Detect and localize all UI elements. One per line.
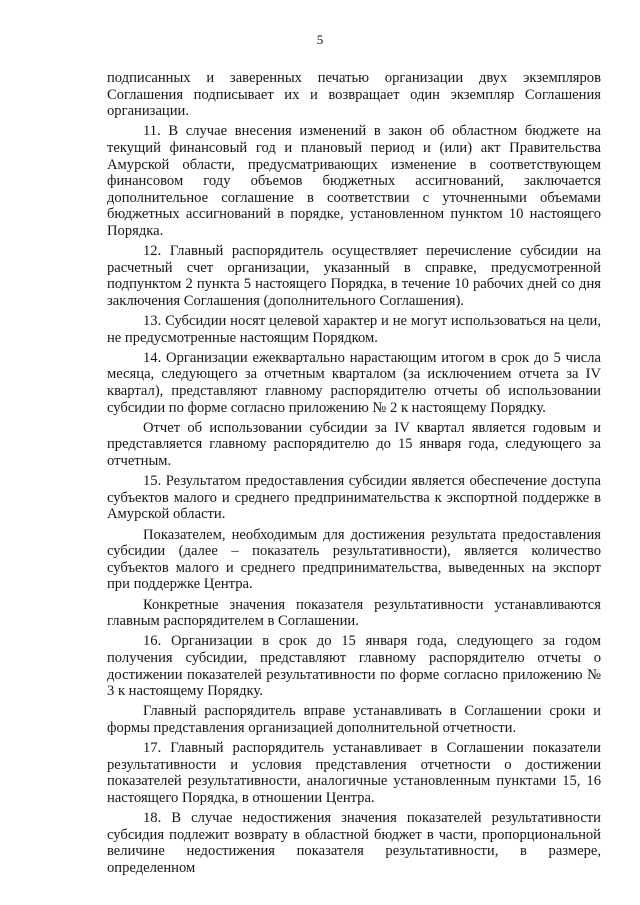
paragraph-12: 12. Главный распорядитель осуществляет перечисление субсидии на расчетный счет организации, указанный в справке, предусмотренной подпунктом 2 пункта 5 настоящего Порядка, в течение 10 рабочих дней со дня заключения Соглашения (дополнительного Соглашения). <box>107 243 601 309</box>
paragraph-14-report: Отчет об использовании субсидии за IV квартал является годовым и представляется главному распорядителю до 15 января года, следующего за отчетным. <box>107 419 601 470</box>
paragraph-14: 14. Организации ежеквартально нарастающим итогом в срок до 5 числа месяца, следующего за отчетным кварталом (за исключением отчета за IV квартал), представляют главному распорядителю отчеты об использовании субсидии по форме согласно приложению № 2 к настоящему Порядку. <box>107 349 601 416</box>
paragraph-17: 17. Главный распорядитель устанавливает в Соглашении показатели результативности и условия представления отчетности о достижении показателей результативности, аналогичные установленным пунктами 15, 16 настоящего Порядка, в отношении Центра. <box>107 740 601 806</box>
page-number: 5 <box>316 32 324 47</box>
paragraph-18: 18. В случае недостижения значения показателей результативности субсидия подлежит возврату в областной бюджет в части, пропорциональной величине недостижения показателя результативности, в размере, определенном <box>107 810 601 876</box>
paragraph-continuation: подписанных и заверенных печатью организации двух экземпляров Соглашения подписывает их и возвращает один экземпляр Соглашения организации. <box>107 70 601 120</box>
paragraph-15-values: Конкретные значения показателя результативности устанавливаются главным распорядителем в Соглашении. <box>107 596 601 630</box>
paragraph-13: 13. Субсидии носят целевой характер и не могут использоваться на цели, не предусмотренные настоящим Порядком. <box>107 313 601 346</box>
paragraph-16-additional: Главный распорядитель вправе устанавливать в Соглашении сроки и формы представления организацией дополнительной отчетности. <box>107 703 601 736</box>
paragraph-11: 11. В случае внесения изменений в закон об областном бюджете на текущий финансовый год и плановый период и (или) акт Правительства Амурской области, предусматривающих изменение в соответствующем финансовом году объемов бюджетных ассигнований, заключается дополнительное соглашение в соответствии с уточненными объемами бюджетных ассигнований в порядке, установленном пунктом 10 настоящего Порядка. <box>107 123 601 239</box>
paragraph-15-indicator: Показателем, необходимым для достижения результата предоставления субсидии (далее – показатель результативности), является количество субъектов малого и среднего предпринимательства, выведенных на экспорт при поддержке Центра. <box>107 526 601 593</box>
paragraph-15: 15. Результатом предоставления субсидии является обеспечение доступа субъектов малого и среднего предпринимательства к экспортной поддержке в Амурской области. <box>107 473 601 523</box>
document-body <box>107 70 601 880</box>
paragraph-16: 16. Организации в срок до 15 января года, следующего за годом получения субсидии, представляют главному распорядителю отчеты о достижении показателей результативности по форме согласно приложению № 3 к настоящему Порядку. <box>107 633 601 700</box>
